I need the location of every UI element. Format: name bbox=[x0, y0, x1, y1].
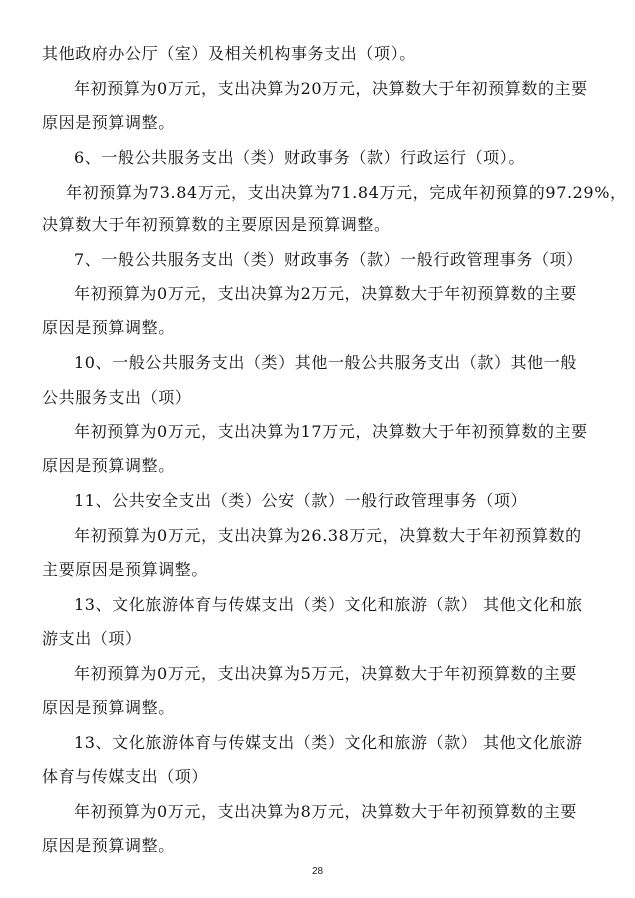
section-heading: 体育与传媒支出（项） bbox=[42, 767, 209, 786]
section-heading: 13、文化旅游体育与传媒支出（类）文化和旅游（款） 其他文化和旅 bbox=[74, 595, 583, 614]
section-heading: 6、一般公共服务支出（类）财政事务（款）行政运行（项）。 bbox=[74, 148, 525, 167]
section-heading: 7、一般公共服务支出（类）财政事务（款）一般行政管理事务（项） bbox=[74, 250, 583, 269]
text-line: 原因是预算调整。 bbox=[42, 318, 175, 337]
text-line: 年初预算为0万元，支出决算为17万元，决算数大于年初预算数的主要 bbox=[74, 422, 588, 441]
section-heading: 10、一般公共服务支出（类）其他一般公共服务支出（款）其他一般 bbox=[74, 353, 577, 372]
text-line: 年初预算为0万元，支出决算为26.38万元，决算数大于年初预算数的 bbox=[74, 526, 582, 545]
text-line: 年初预算为0万元，支出决算为8万元，决算数大于年初预算数的主要 bbox=[74, 802, 577, 821]
text-line: 决算数大于年初预算数的主要原因是预算调整。 bbox=[42, 215, 391, 234]
text-line: 年初预算为0万元，支出决算为5万元，决算数大于年初预算数的主要 bbox=[74, 664, 577, 683]
text-line: 原因是预算调整。 bbox=[42, 113, 175, 132]
text-line: 原因是预算调整。 bbox=[42, 456, 175, 475]
text-line: 年初预算为0万元，支出决算为20万元，决算数大于年初预算数的主要 bbox=[74, 79, 588, 98]
text-line: 原因是预算调整。 bbox=[42, 836, 175, 855]
text-line: 年初预算为73.84万元，支出决算为71.84万元，完成年初预算的97.29%， bbox=[66, 183, 627, 202]
section-heading: 游支出（项） bbox=[42, 629, 142, 648]
text-line: 年初预算为0万元，支出决算为2万元，决算数大于年初预算数的主要 bbox=[74, 284, 577, 303]
page-number: 28 bbox=[311, 866, 324, 877]
text-line: 其他政府办公厅（室）及相关机构事务支出（项）。 bbox=[42, 44, 416, 63]
section-heading: 11、公共安全支出（类）公安（款）一般行政管理事务（项） bbox=[74, 491, 528, 510]
section-heading: 公共服务支出（项） bbox=[42, 388, 192, 407]
section-heading: 13、文化旅游体育与传媒支出（类）文化和旅游（款） 其他文化旅游 bbox=[74, 733, 583, 752]
text-line: 主要原因是预算调整。 bbox=[42, 560, 209, 579]
text-line: 原因是预算调整。 bbox=[42, 698, 175, 717]
